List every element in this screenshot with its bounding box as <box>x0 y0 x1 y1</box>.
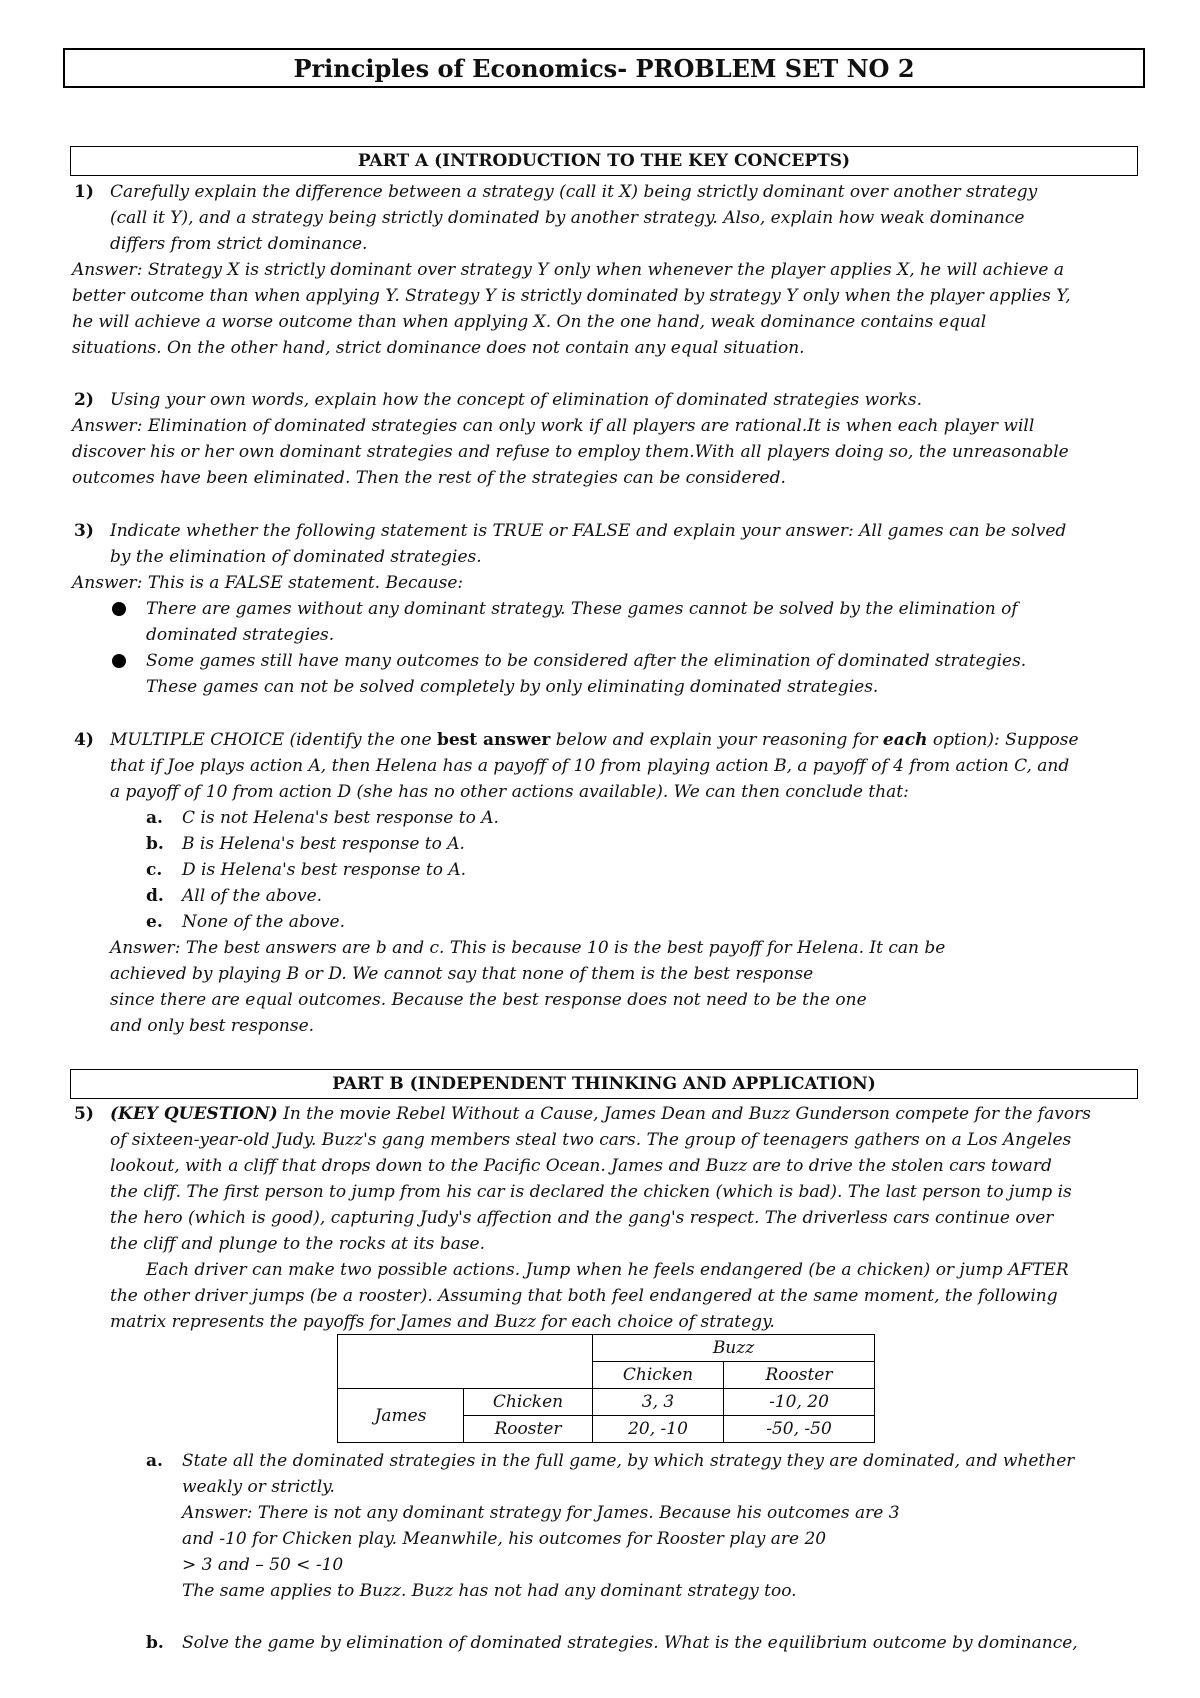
sub-question-a-answer: and -10 for Chicken play. Meanwhile, his outcomes for Rooster play are 20 <box>182 1529 827 1549</box>
payoff-matrix <box>337 1334 875 1443</box>
sub-question-b-text: Solve the game by elimination of dominated strategies. What is the equilibrium outcome by dominance, <box>182 1633 1078 1653</box>
payoff-cell: -50, -50 <box>724 1416 875 1443</box>
empty-corner-cell <box>338 1335 593 1389</box>
sub-question-a-text: weakly or strictly. <box>182 1477 335 1497</box>
question-5-text: lookout, with a cliff that drops down to the Pacific Ocean. James and Buzz are to drive the stolen cars toward <box>110 1156 1052 1176</box>
question-5-paragraph-2: Each driver can make two possible actions. Jump when he feels endangered (be a chicken) or jump AFTER <box>146 1260 1069 1280</box>
question-3-text: by the elimination of dominated strategies. <box>110 547 482 567</box>
option-text: D is Helena's best response to A. <box>182 860 467 880</box>
row-action-header: Chicken <box>464 1389 593 1416</box>
question-1-answer: Answer: Strategy X is strictly dominant over strategy Y only when whenever the player applies X, he will achieve a <box>72 260 1064 280</box>
question-4-answer: Answer: The best answers are b and c. This is because 10 is the best payoff for Helena. It can be <box>110 938 946 958</box>
question-4-answer: and only best response. <box>110 1016 315 1036</box>
question-2-answer: Answer: Elimination of dominated strategies can only work if all players are rational.It is when each player will <box>72 416 1035 436</box>
question-1-text: Carefully explain the difference between a strategy (call it X) being strictly dominant over another strategy <box>110 182 1038 202</box>
question-3-bullet-text: There are games without any dominant strategy. These games cannot be solved by the elimination of <box>146 599 1018 619</box>
option-text: All of the above. <box>182 886 323 906</box>
question-1-answer: situations. On the other hand, strict dominance does not contain any equal situation. <box>72 338 805 358</box>
question-3-bullet-text: dominated strategies. <box>146 625 335 645</box>
question-5-text: (KEY QUESTION) In the movie Rebel Without a Cause, James Dean and Buzz Gunderson compete for the favors <box>110 1104 1091 1124</box>
col-player-label: Buzz <box>593 1335 875 1362</box>
option-letter: e. <box>146 912 163 932</box>
question-1-text: differs from strict dominance. <box>110 234 368 254</box>
col-action-header: Rooster <box>724 1362 875 1389</box>
option-letter: a. <box>146 808 163 828</box>
option-letter: b. <box>146 834 164 854</box>
option-letter: d. <box>146 886 164 906</box>
payoff-cell: 20, -10 <box>593 1416 724 1443</box>
question-2-answer: outcomes have been eliminated. Then the rest of the strategies can be considered. <box>72 468 786 488</box>
sub-question-a-answer: The same applies to Buzz. Buzz has not had any dominant strategy too. <box>182 1581 797 1601</box>
payoff-cell: -10, 20 <box>724 1389 875 1416</box>
sub-question-a-answer: Answer: There is not any dominant strategy for James. Because his outcomes are 3 <box>182 1503 900 1523</box>
question-3-bullet-text: Some games still have many outcomes to be considered after the elimination of dominated strategies. <box>146 651 1027 671</box>
question-4-text: a payoff of 10 from action D (she has no other actions available). We can then conclude that: <box>110 782 909 802</box>
payoff-cell: 3, 3 <box>593 1389 724 1416</box>
question-5-paragraph-2: matrix represents the payoffs for James and Buzz for each choice of strategy. <box>110 1312 775 1332</box>
question-1-answer: better outcome than when applying Y. Strategy Y is strictly dominated by strategy Y only when the player applies Y, <box>72 286 1071 306</box>
question-3-text: Indicate whether the following statement is TRUE or FALSE and explain your answer: All games can be solved <box>110 521 1067 541</box>
question-5-text: the cliff. The first person to jump from his car is declared the chicken (which is bad). The last person to jump is <box>110 1182 1072 1202</box>
question-2-number: 2) <box>74 390 94 410</box>
question-4-number: 4) <box>74 730 94 750</box>
sub-question-a-answer: > 3 and – 50 < -10 <box>182 1555 344 1575</box>
sub-question-letter: b. <box>146 1633 164 1653</box>
question-5-text: the cliff and plunge to the rocks at its base. <box>110 1234 486 1254</box>
question-5-text: of sixteen-year-old Judy. Buzz's gang members steal two cars. The group of teenagers gathers on a Los Angeles <box>110 1130 1072 1150</box>
sub-question-a-text: State all the dominated strategies in the full game, by which strategy they are dominated, and whether <box>182 1451 1075 1471</box>
option-letter: c. <box>146 860 163 880</box>
question-1-answer: he will achieve a worse outcome than when applying X. On the one hand, weak dominance contains equal <box>72 312 987 332</box>
option-text: C is not Helena's best response to A. <box>182 808 499 828</box>
question-2-answer: discover his or her own dominant strategies and refuse to employ them.With all players doing so, the unreasonable <box>72 442 1069 462</box>
bullet-icon <box>112 654 126 668</box>
option-text: B is Helena's best response to A. <box>182 834 465 854</box>
question-1-number: 1) <box>74 182 94 202</box>
option-text: None of the above. <box>182 912 346 932</box>
part-b-header: PART B (INDEPENDENT THINKING AND APPLICATION) <box>70 1069 1138 1099</box>
row-player-label: James <box>338 1389 464 1443</box>
sub-question-letter: a. <box>146 1451 163 1471</box>
bullet-icon <box>112 602 126 616</box>
question-2-text: Using your own words, explain how the concept of elimination of dominated strategies works. <box>110 390 922 410</box>
document-title: Principles of Economics- PROBLEM SET NO 2 <box>63 48 1145 88</box>
question-5-paragraph-2: the other driver jumps (be a rooster). Assuming that both feel endangered at the same moment, the following <box>110 1286 1058 1306</box>
question-3-answer: Answer: This is a FALSE statement. Because: <box>72 573 464 593</box>
question-1-text: (call it Y), and a strategy being strictly dominated by another strategy. Also, explain how weak dominance <box>110 208 1025 228</box>
part-a-header: PART A (INTRODUCTION TO THE KEY CONCEPTS) <box>70 146 1138 176</box>
question-3-number: 3) <box>74 521 94 541</box>
row-action-header: Rooster <box>464 1416 593 1443</box>
question-5-text: the hero (which is good), capturing Judy's affection and the gang's respect. The driverless cars continue over <box>110 1208 1054 1228</box>
question-5-number: 5) <box>74 1104 94 1124</box>
question-4-text: that if Joe plays action A, then Helena has a payoff of 10 from playing action B, a payoff of 4 from action C, and <box>110 756 1070 776</box>
question-4-answer: since there are equal outcomes. Because the best response does not need to be the one <box>110 990 867 1010</box>
question-4-text: MULTIPLE CHOICE (identify the one best answer below and explain your reasoning for each option): Suppose <box>110 730 1079 750</box>
col-action-header: Chicken <box>593 1362 724 1389</box>
question-4-answer: achieved by playing B or D. We cannot say that none of them is the best response <box>110 964 814 984</box>
question-3-bullet-text: These games can not be solved completely by only eliminating dominated strategies. <box>146 677 879 697</box>
